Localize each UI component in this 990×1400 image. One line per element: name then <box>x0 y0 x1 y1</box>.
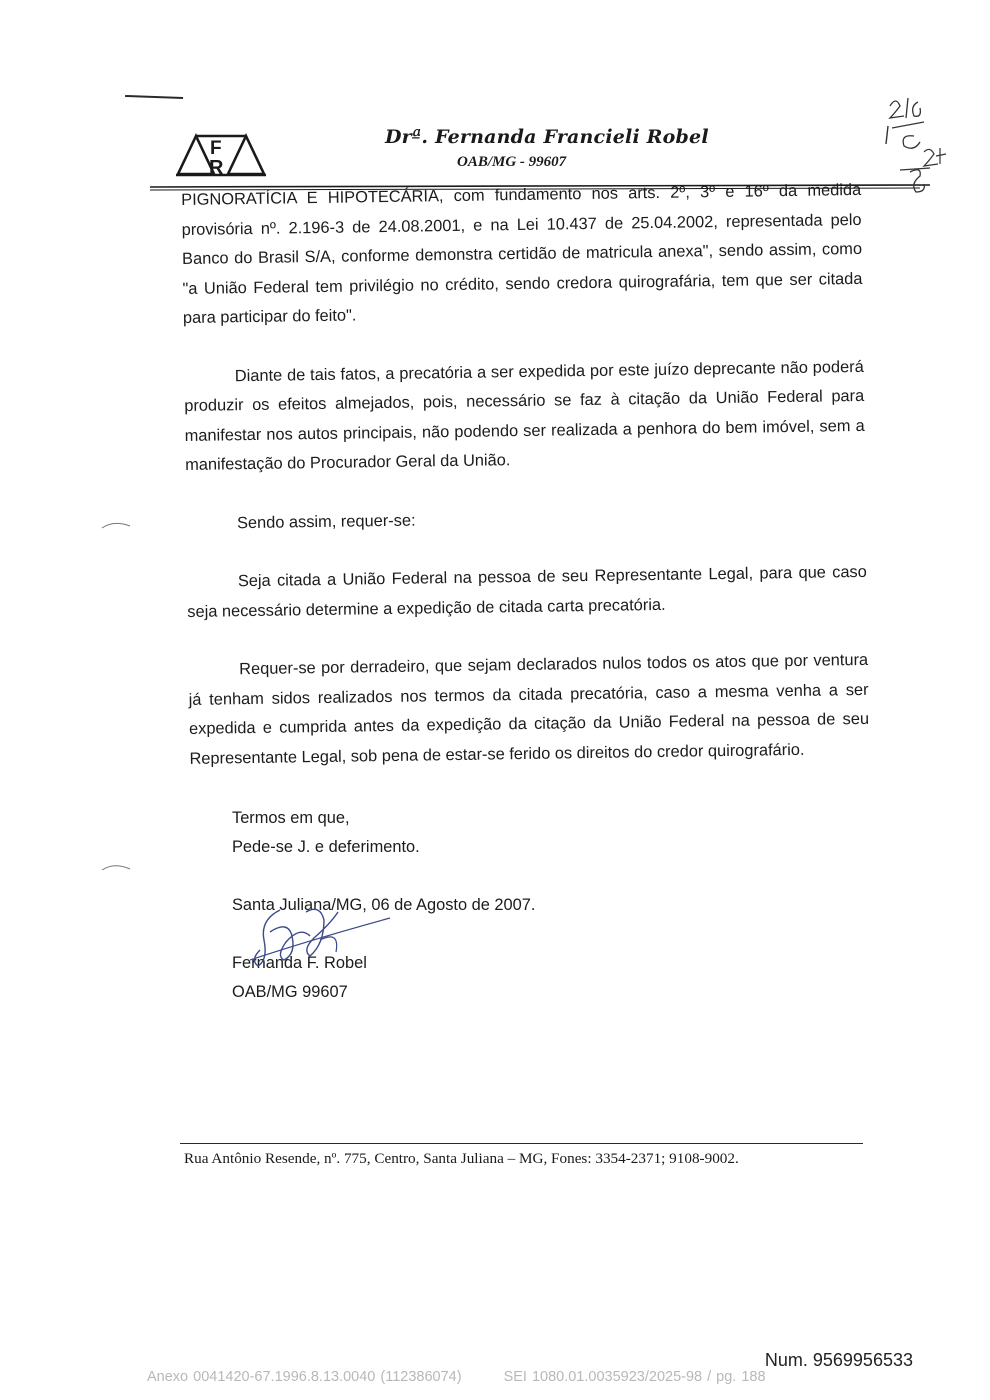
document-number-stamp: Num. 9569956533 <box>764 1350 913 1370</box>
scan-mark-left-2 <box>100 862 134 872</box>
signer-name: Fernanda F. Robel <box>232 954 367 972</box>
signer-oab: OAB/MG 99607 <box>232 983 348 1001</box>
annex-reference: Anexo 0041420-67.1996.8.13.0040 (112386074) <box>147 1369 462 1385</box>
paragraph-request-citation: Seja citada a União Federal na pessoa de seu Representante Legal, para que caso seja necessário determine a expedição de citada carta precatória. <box>187 562 867 621</box>
annex-stamp <box>147 1369 766 1385</box>
petition-body <box>181 176 870 774</box>
paragraph-facts: Diante de tais fatos, a precatória a ser expedida por este juízo deprecante não poderá produzir os efeitos almejados, pois, necessário se faz à citação da União Federal para manifestar nos autos principais, não podendo ser realizada a penhora do bem imóvel, sem a manifestação do Procurador Geral da União. <box>184 357 865 474</box>
handwritten-page-number-marks <box>880 92 962 202</box>
closing-line-terms: Termos em que, <box>232 809 350 827</box>
paragraph-continuation: PIGNORATÍCIA E HIPOTECÁRIA, com fundamento nos arts. 2º, 3º e 16º da medida provisória nº. 2.196-3 de 24.08.2001, e na Lei 10.437 de 25.04.2002, representada pelo Banco do Brasil S/A, conforme demonstra certidão de matricula anexa", sendo assim, como "a União Federal tem privilégio no crédito, sendo credora quirografária, tem que ser citada para participar do feito". <box>181 180 863 327</box>
paragraph-request-intro: Sendo assim, requer-se: <box>236 511 416 532</box>
handwritten-signature <box>240 900 400 980</box>
logo-letter-r: R <box>209 157 224 178</box>
law-office-logo <box>175 130 267 178</box>
lawyer-name-heading: Drª. Fernanda Francieli Robel <box>385 126 709 148</box>
sei-reference: SEI 1080.01.0035923/2025-98 / pg. 188 <box>503 1369 766 1385</box>
scan-mark-top <box>125 95 183 103</box>
paragraph-request-nullity: Requer-se por derradeiro, que sejam declarados nulos todos os atos que por ventura já tenham sidos realizados nos termos da citada precatória, caso a mesma venha a ser expedida e cumprida antes da expedição da citação da União Federal na pessoa de seu Representante Legal, sob pena de estar-se ferido os direitos do credor quirografário. <box>188 650 870 768</box>
scan-mark-left-1 <box>100 520 134 530</box>
footer-divider <box>180 1143 863 1144</box>
logo-letter-f: F <box>210 138 222 159</box>
closing-line-request: Pede-se J. e deferimento. <box>232 838 420 856</box>
lawyer-oab-number: OAB/MG - 99607 <box>457 154 567 170</box>
office-address: Rua Antônio Resende, nº. 775, Centro, Santa Juliana – MG, Fones: 3354-2371; 9108-9002. <box>184 1150 739 1167</box>
place-and-date: Santa Juliana/MG, 06 de Agosto de 2007. <box>232 896 536 914</box>
